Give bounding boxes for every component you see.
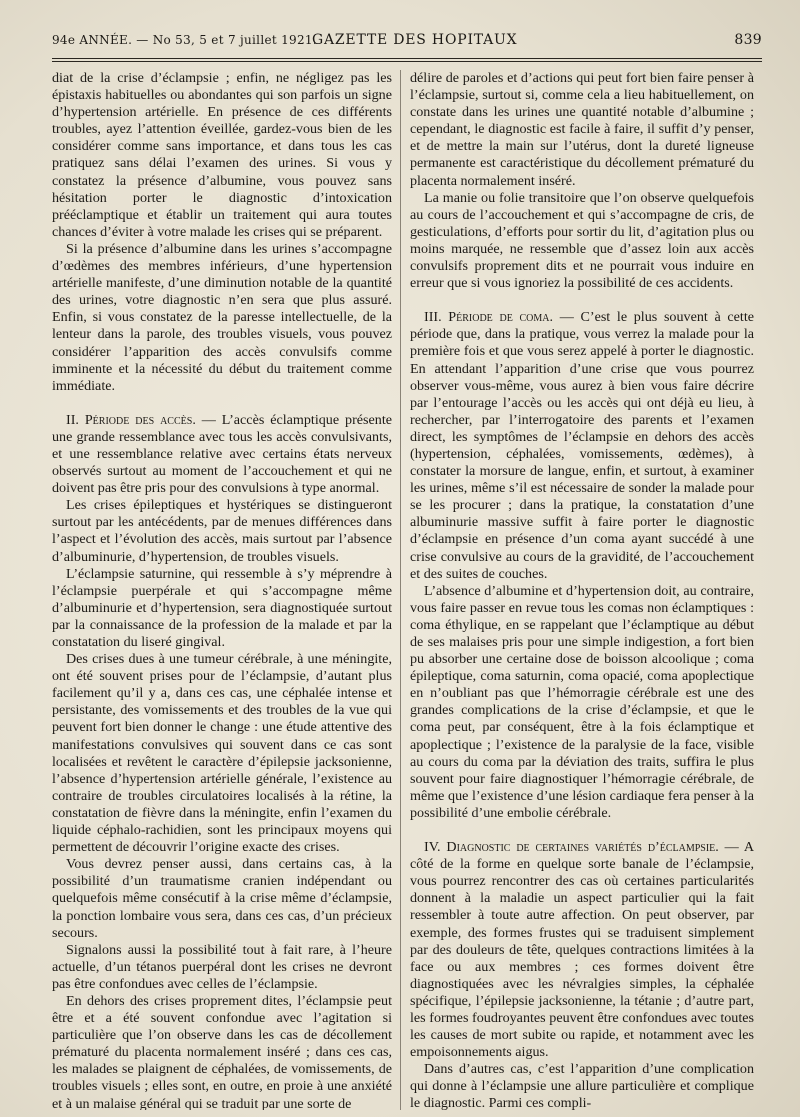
column-divider — [400, 70, 401, 1110]
paragraph — [410, 190, 754, 293]
paragraph — [52, 566, 392, 651]
paragraph — [52, 856, 392, 941]
paragraph — [52, 993, 392, 1110]
paragraph-text: Si la présence d’albumine dans les urines s’accompagne d’œdèmes des membres inférieurs, d’une hypertension artérielle manifeste, d’une diminution notable de la quantité des urines, votre diagnostic n’en sera que plus assuré. Enfin, si vous constatez de la paresse intellectuelle, de la lenteur dans la parole, des troubles visuels, vous pouvez considérer l’apparition des accès convulsifs comme imminente et la nécessité du début du traitement comme immédiate. — [52, 240, 392, 394]
running-header — [52, 30, 762, 52]
paragraph-continued — [52, 70, 392, 241]
paragraph — [410, 1061, 754, 1110]
paragraph-text: Dans d’autres cas, c’est l’apparition d’une complication qui donne à l’éclampsie une allure particulière et complique le diagnostic. Parmi ces compli- — [410, 1061, 754, 1110]
paragraph — [52, 241, 392, 395]
section-paragraph — [410, 839, 754, 1061]
paragraph-text: Des crises dues à une tumeur cérébrale, à une méningite, ont été souvent prises pour de l’éclampsie, d’autant plus facilement qu’il y a, dans ces cas, une céphalée intense et persistante, des vomissements et des troubles de la vue qui peuvent fort bien donner le change : une étude attentive des manifestations convulsives qui souvent dans ce cas sont localisées et revêtent le caractère d’épilepsie jacksonienne, l’absence d’hypertension artérielle générale, l’existence au contraire de troubles circulatoires localisés à la rétine, la constatation de fièvre dans la méningite, enfin l’examen du liquide céphalo-rachidien, sont les principaux moyens qui permettent de découvrir l’origine exacte des crises. — [52, 651, 392, 856]
section-paragraph — [410, 309, 754, 583]
paragraph-text: diat de la crise d’éclampsie ; enfin, ne négligez pas les épistaxis habituelles ou abondantes qui son parfois un signe d’hypertension artérielle. En présence de ces différents troubles, ayez l’attention éveillée, gardez-vous bien de les considérer comme sans importance, et dans tous les cas pratiquez sans délai l’examen des urines. Si vous y constatez la présence d’albumine, vous pouvez sans hésitation porter le diagnostic d’intoxication prééclamptique et établir un traitement qui aura toutes chances d’éviter à votre malade les crises qui se préparent. — [52, 70, 392, 240]
page-number: 839 — [734, 32, 762, 48]
paragraph-text: En dehors des crises proprement dites, l’éclampsie peut être et a été souvent confondue avec l’agitation si particulière que l’on observe dans les cas de décollement prématuré du placenta normalement inséré ; dans ces cas, les malades se plaignent de céphalées, de vomissements, de troubles visuels ; elles sont, en outre, en proie à une anxiété et à un malaise général qui se traduit par une sorte de — [52, 992, 392, 1110]
paragraph — [52, 651, 392, 856]
paragraph-text: Vous devrez penser aussi, dans certains cas, à la possibilité d’un traumatisme cranien indépendant ou quelquefois même consécutif à la crise même d’éclampsie, la ponction lombaire vous sera, dans ces cas, d’un précieux secours. — [52, 856, 392, 941]
paragraph-text: — A côté de la forme en quelque sorte banale de l’éclampsie, vous pourrez rencontrer des cas où certaines particularités donnent à la maladie un aspect particulier qui la fait ressembler à toute autre affection. On peut observer, par exemple, des formes frustes qui se traduisent simplement par des douleurs de tête, quelques contractions limitées à la face ou aux membres ; ces formes doivent être diagnostiquées avec les névralgies simples, la céphalée spécifique, l’épilepsie jacksonienne, la tétanie ; d’autre part, les formes foudroyantes peuvent être confondues avec toutes les causes de mort subite ou rapide, et notamment avec les empoisonnements aigus. — [410, 839, 754, 1061]
section-heading: II. Période des accès. — [66, 411, 196, 428]
header-rule — [52, 58, 762, 59]
paragraph — [410, 583, 754, 822]
paragraph-text: délire de paroles et d’actions qui peut fort bien faire penser à l’éclampsie, surtout si, comme cela a lieu habituellement, on constate dans les urines une quantité notable d’albumine ; cependant, le diagnostic est facile à faire, il suffit d’y penser, et de mettre la main sur l’utérus, dont la dureté ligneuse permanente est caractéristique du décollement prématuré du placenta normalement inséré. — [410, 70, 754, 189]
paragraph — [52, 942, 392, 993]
paragraph-text: L’éclampsie saturnine, qui ressemble à s’y méprendre à l’éclampsie puerpérale et qui s’accompagne même d’albuminurie et d’hypertension, sera diagnostiquée surtout par la connaissance de la profession de la malade et par la constatation du liseré gingival. — [52, 565, 392, 650]
paragraph-text: — C’est le plus souvent à cette période que, dans la pratique, vous verrez la malade pour la première fois et que vous serez appelé à porter le diagnostic. En attendant l’apparition d’une crise que vous pourrez observer vous-même, vous aurez à bien vous faire décrire par l’entourage l’accès ou les accès qui ont déjà eu lieu, à rechercher, par l’interrogatoire des parents et l’examen direct, les symptômes de l’éclampsie en dehors des accès (hypertension, céphalées, vomissements, œdèmes), à constater la morsure de langue, enfin, et surtout, à examiner les urines, même s’il est nécessaire de sonder la malade pour se les procurer ; dans la pratique, la constatation d’une albuminurie massive suffit à faire porter le diagnostic d’éclampsie en présence d’un coma ayant succédé à une crise convulsive au cours de la gravidité, de l’accouchement et des suites de couches. — [410, 309, 754, 582]
paragraph-text: L’absence d’albumine et d’hypertension doit, au contraire, vous faire passer en revue tous les comas non éclamptiques : coma éthylique, en se rappelant que l’éclamptique au début de ses malaises pris pour une simple indigestion, a fort bien pu absorber une certaine dose de boisson alcoolique ; coma épileptique, coma saturnin, coma opacié, coma apoplectique en n’oubliant pas que l’hémorragie cérébrale est une des grandes complications de la crise d’éclampsie, et que le coma peut, par conséquent, être à la fois éclamptique et apoplectique ; l’existence de la paralysie de la face, visible au cours du coma par la déviation des traits, suffira le plus souvent pour faire diagnostiquer l’hémorragie cérébrale, de même que l’existence d’une lésion cardiaque fera penser à la possibilité d’une embolie cérébrale. — [410, 582, 754, 821]
paragraph-text: — L’accès éclamptique présente une grande ressemblance avec tous les accès convulsivants, et une ressemblance relative avec certains états nerveux observés surtout au moment de l’accouchement et qui ne doivent pas être pris pour des convulsions à type anormal. — [52, 411, 392, 497]
left-column — [52, 70, 392, 1110]
issue-info: 94e ANNÉE. — No 53, 5 et 7 juillet 1921. — [52, 33, 317, 47]
header-rule-thin — [52, 61, 762, 62]
right-column — [410, 70, 754, 1110]
section-paragraph — [52, 412, 392, 497]
paragraph-text: Signalons aussi la possibilité tout à fait rare, à l’heure actuelle, d’un tétanos puerpéral dont les crises ne devront pas être confondues avec celles de l’éclampsie. — [52, 941, 392, 992]
section-heading: IV. Diagnostic de certaines variétés d’éclampsie. — [424, 839, 719, 856]
journal-title: GAZETTE DES HOPITAUX — [312, 32, 518, 48]
paragraph-text: Les crises épileptiques et hystériques se distingueront surtout par les antécédents, par de menues différences dans l’aspect et l’évolution des accès, mais surtout par l’absence d’albuminurie, d’hypertension, de troubles visuels. — [52, 497, 392, 565]
section-heading: III. Période de coma. — [424, 309, 554, 326]
paragraph-continued — [410, 70, 754, 190]
paragraph — [52, 497, 392, 565]
paragraph-text: La manie ou folie transitoire que l’on observe quelquefois au cours de l’accouchement et qui s’accompagne de cris, de gesticulations, d’efforts pour sortir du lit, d’agitation plus ou moins marquée, ne ressemble que d’assez loin aux accès convulsifs proprement dits et ne pourrait vous induire en erreur que si vous ignoriez la possibilité de ces accidents. — [410, 189, 754, 292]
